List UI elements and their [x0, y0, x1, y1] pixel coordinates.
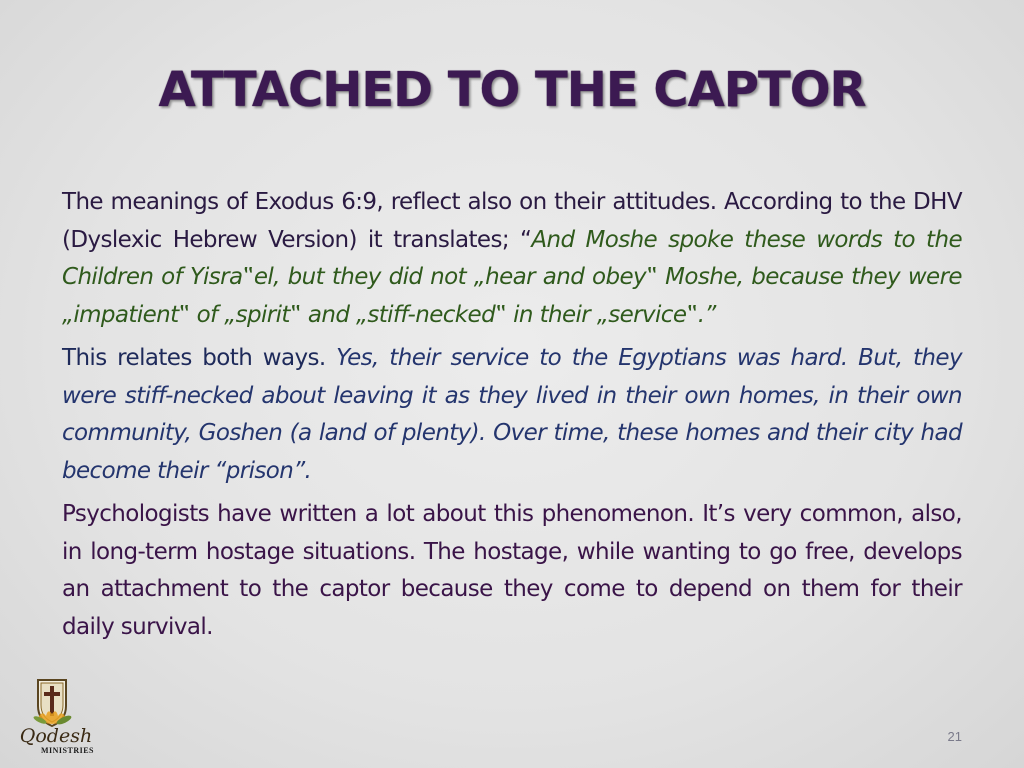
slide-title: ATTACHED TO THE CAPTOR: [158, 62, 866, 118]
paragraph-relates-intro: This relates both ways.: [62, 345, 337, 371]
logo-subtitle: MINISTRIES: [40, 746, 94, 755]
logo-script: Qodesh: [19, 725, 93, 747]
paragraph-exodus: [62, 184, 962, 334]
ministry-logo: [14, 674, 98, 760]
paragraph-relates: [62, 340, 962, 490]
paragraph-relates-italic: Yes, their service to the Egyptians was hard. But, they were stiff-necked about leaving it as they lived in their own homes, in their own community, Goshen (a land of plenty). Over time, these homes and their city had become their “prison”.: [62, 345, 962, 484]
paragraph-exodus-quote: And Moshe spoke these words to the Children of Yisra‟el, but they did not „hear and obey‟ Moshe, because they were „impatient‟ of „spirit‟ and „stiff-necked‟ in their „service‟.”: [62, 226, 962, 328]
paragraph-exodus-intro: The meanings of Exodus 6:9, reflect also on their attitudes. According to the DHV (Dyslexic Hebrew Version) it translates; “: [62, 189, 962, 253]
slide-body: [62, 184, 962, 652]
paragraph-psychologists: Psychologists have written a lot about this phenomenon. It’s very common, also, in long-term hostage situations. The hostage, while wanting to go free, develops an attachment to the captor because they come to depend on them for their daily survival.: [62, 501, 962, 640]
page-number: 21: [947, 729, 962, 744]
